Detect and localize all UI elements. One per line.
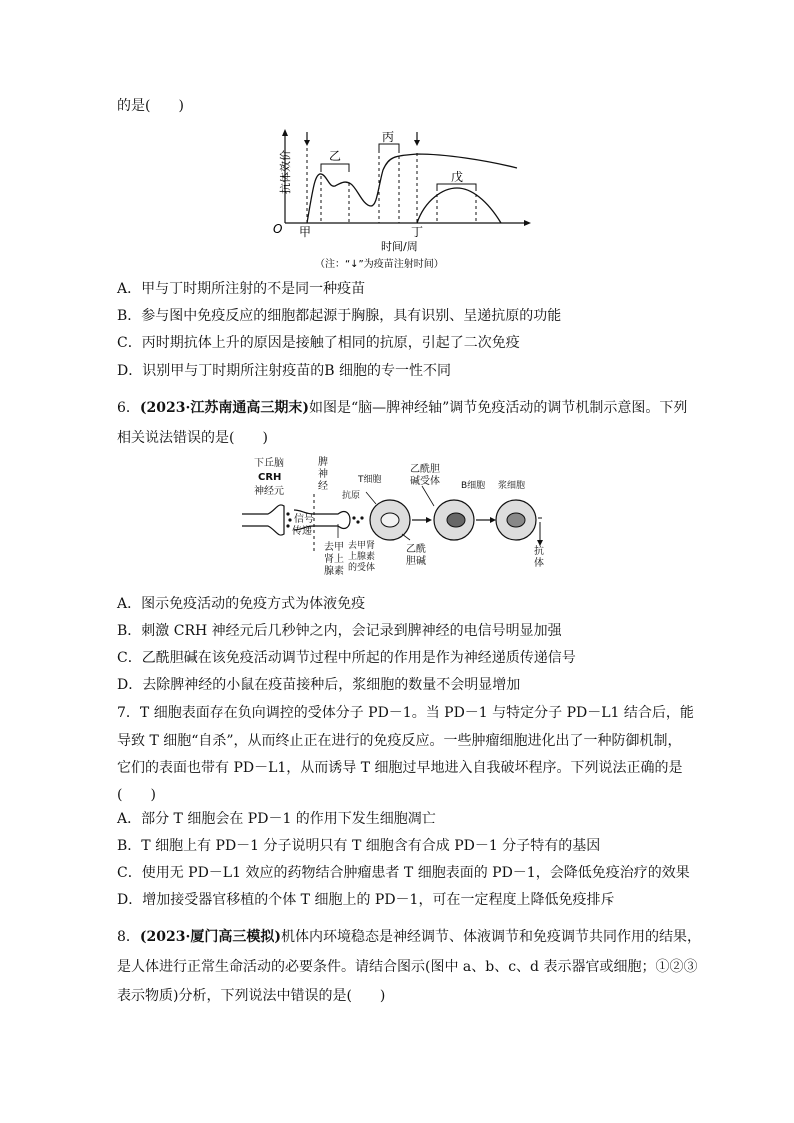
svg-text:碱受体: 碱受体 bbox=[410, 476, 440, 487]
svg-text:去甲: 去甲 bbox=[324, 542, 344, 553]
q8-source: (2023·厦门高三模拟) bbox=[139, 929, 282, 945]
label-bing: 丙 bbox=[382, 130, 395, 144]
q7-option-d: D．增加接受器官移植的个体 T 细胞上的 PD－1，可在一定程度上降低免疫排斥 bbox=[117, 892, 615, 908]
q6-option-d: D．去除脾神经的小鼠在疫苗接种后，浆细胞的数量不会明显增加 bbox=[117, 677, 521, 693]
svg-text:体: 体 bbox=[534, 558, 544, 569]
q7-stem-2: 导致 T 细胞“自杀”，从而终止正在进行的免疫反应。一些肿瘤细胞进化出了一种防御机制， bbox=[117, 733, 682, 749]
svg-text:信号: 信号 bbox=[294, 514, 314, 525]
svg-text:肾上: 肾上 bbox=[324, 554, 344, 565]
q7-stem-4: ( ) bbox=[117, 787, 156, 803]
q6-source: (2023·江苏南通高三期末) bbox=[139, 400, 310, 416]
origin-label: O bbox=[273, 222, 283, 236]
svg-text:浆细胞: 浆细胞 bbox=[498, 481, 526, 491]
svg-text:经: 经 bbox=[318, 481, 328, 492]
q6-option-b: B．刺激 CRH 神经元后几秒钟之内，会记录到脾神经的电信号明显加强 bbox=[117, 623, 562, 639]
svg-text:腺素: 腺素 bbox=[324, 566, 344, 577]
svg-text:抗: 抗 bbox=[534, 546, 544, 557]
q6-stem: 6．(2023·江苏南通高三期末)如图是“脑—脾神经轴”调节免疫活动的调节机制示意图。下列 bbox=[117, 400, 688, 416]
svg-text:去甲肾: 去甲肾 bbox=[348, 541, 376, 551]
q5-stem-tail: 的是( ) bbox=[117, 98, 184, 114]
label-wu: 戊 bbox=[451, 170, 464, 184]
label-jia: 甲 bbox=[299, 225, 312, 239]
antibody-titer-figure bbox=[265, 128, 535, 272]
svg-text:抗原: 抗原 bbox=[342, 491, 361, 501]
svg-text:传递: 传递 bbox=[292, 526, 312, 537]
q7-option-a: A．部分 T 细胞会在 PD－1 的作用下发生细胞凋亡 bbox=[117, 811, 436, 827]
q5-option-b: B．参与图中免疫反应的细胞都起源于胸腺，具有识别、呈递抗原的功能 bbox=[117, 308, 562, 324]
svg-text:T细胞: T细胞 bbox=[358, 475, 382, 485]
q7-option-c: C．使用无 PD－L1 效应的药物结合肿瘤患者 T 细胞表面的 PD－1，会降低免疫治疗的效果 bbox=[117, 865, 690, 881]
brain-spleen-axis-figure bbox=[242, 454, 554, 586]
svg-text:胆碱: 胆碱 bbox=[406, 556, 426, 567]
q6-option-c: C．乙酰胆碱在该免疫活动调节过程中所起的作用是作为神经递质传递信号 bbox=[117, 650, 576, 666]
q6-option-a: A．图示免疫活动的免疫方式为体液免疫 bbox=[117, 596, 366, 612]
q5-option-c: C．丙时期抗体上升的原因是接触了相同的抗原，引起了二次免疫 bbox=[117, 335, 520, 351]
svg-text:乙酰胆: 乙酰胆 bbox=[410, 464, 440, 475]
svg-text:神经元: 神经元 bbox=[254, 486, 284, 497]
figure-note: （注：“↓”为疫苗注射时间） bbox=[315, 259, 444, 270]
label-yi: 乙 bbox=[329, 149, 342, 163]
q8-stem-3: 表示物质)分析，下列说法中错误的是( ) bbox=[117, 988, 386, 1004]
svg-text:CRH: CRH bbox=[258, 472, 282, 483]
svg-text:神: 神 bbox=[318, 469, 328, 480]
q7-stem-3: 它们的表面也带有 PD－L1，从而诱导 T 细胞过早地进入自我破坏程序。下列说法正确的是 bbox=[117, 760, 683, 776]
q8-stem-2: 是人体进行正常生命活动的必要条件。请结合图示(图中 a、b、c、d 表示器官或细胞；①②③ bbox=[117, 959, 698, 975]
svg-text:下丘脑: 下丘脑 bbox=[254, 458, 284, 469]
svg-text:的受体: 的受体 bbox=[348, 563, 376, 573]
q7-option-b: B．T 细胞上有 PD－1 分子说明只有 T 细胞含有合成 PD－1 分子特有的基因 bbox=[117, 838, 601, 854]
svg-text:乙酰: 乙酰 bbox=[406, 544, 426, 555]
x-axis-label: 时间/周 bbox=[381, 240, 418, 253]
svg-text:B细胞: B细胞 bbox=[461, 481, 486, 491]
svg-text:脾: 脾 bbox=[318, 457, 328, 468]
label-ding: 丁 bbox=[411, 225, 424, 239]
q5-option-a: A．甲与丁时期所注射的不是同一种疫苗 bbox=[117, 281, 366, 297]
q5-option-d: D．识别甲与丁时期所注射疫苗的B 细胞的专一性不同 bbox=[117, 363, 451, 379]
q6-stem-2: 相关说法错误的是( ) bbox=[117, 430, 268, 446]
q8-stem-1: 8．(2023·厦门高三模拟)机体内环境稳态是神经调节、体液调节和免疫调节共同作用的结果， bbox=[117, 929, 702, 945]
q7-stem-1: 7．T 细胞表面存在负向调控的受体分子 PD－1。当 PD－1 与特定分子 PD－L1 结合后，能 bbox=[117, 705, 694, 721]
y-axis-label: 抗体效价 bbox=[279, 150, 292, 194]
svg-text:上腺素: 上腺素 bbox=[348, 552, 376, 562]
